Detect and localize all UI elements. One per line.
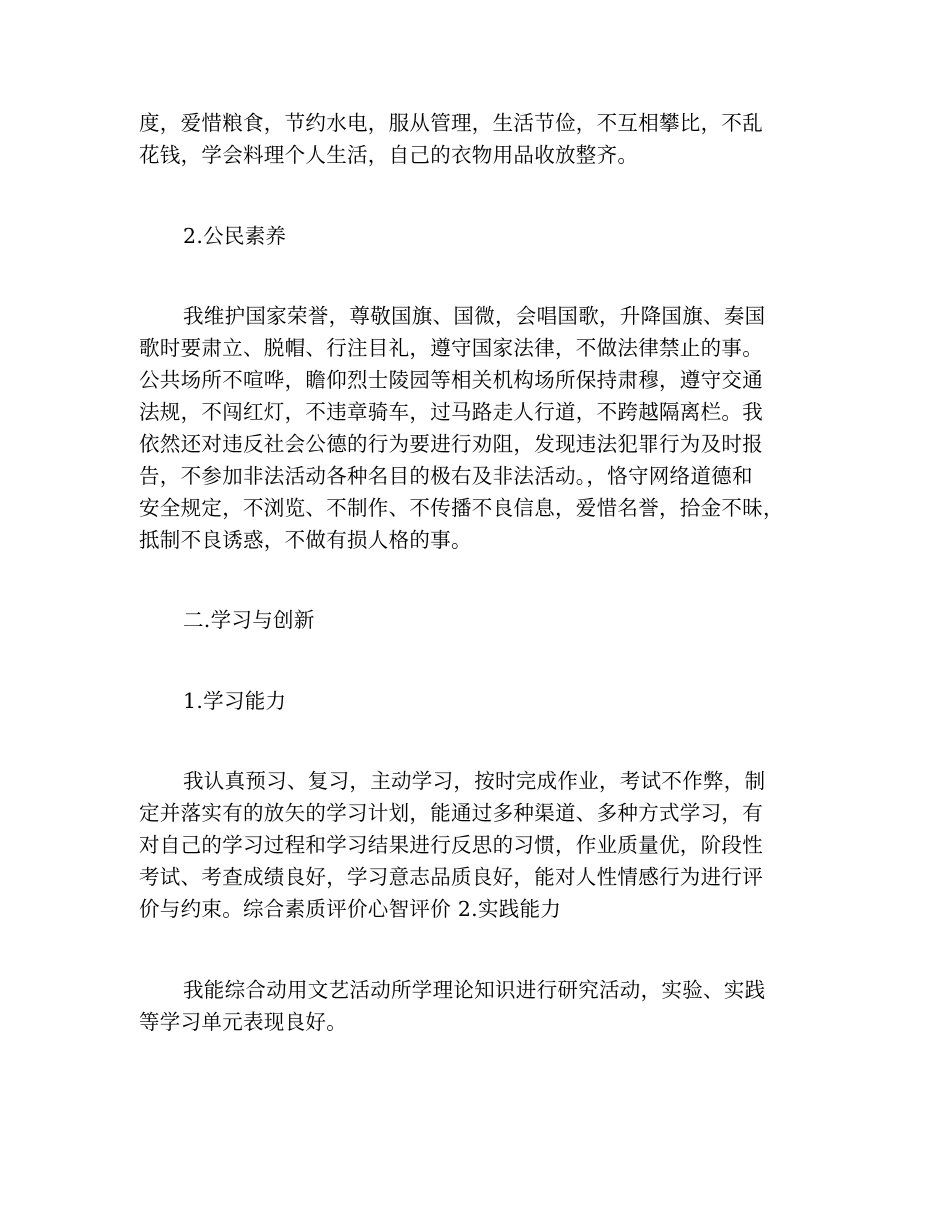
section-heading-study: 二.学习与创新 <box>183 608 315 632</box>
paragraph-line: 花钱，学会料理个人生活，自己的衣物用品收放整齐。 <box>139 143 639 167</box>
paragraph-line: 我维护国家荣誉，尊敬国旗、国微，会唱国歌，升降国旗、奏国 <box>183 304 766 328</box>
paragraph-line: 安全规定，不浏览、不制作、不传播不良信息，爱惜名誉，拾金不昧， <box>139 496 784 520</box>
paragraph-line: 等学习单元表现良好。 <box>139 1010 347 1034</box>
paragraph-line: 告，不参加非法活动各种名目的极右及非法活动。，恪守网络道德和 <box>139 464 753 488</box>
paragraph-line: 法规，不闯红灯，不违章骑车，过马路走人行道，不跨越隔离栏。我 <box>139 400 763 424</box>
paragraph-line: 价与约束。综合素质评价心智评价 2.实践能力 <box>139 897 562 921</box>
paragraph-line: 我能综合动用文艺活动所学理论知识进行研究活动，实验、实践 <box>183 978 766 1002</box>
paragraph-line: 歌时要肃立、脱帽、行注目礼，遵守国家法律，不做法律禁止的事。 <box>139 336 763 360</box>
paragraph-line: 对自己的学习过程和学习结果进行反思的习惯，作业质量优，阶段性 <box>139 833 763 857</box>
paragraph-line: 我认真预习、复习，主动学习，按时完成作业，考试不作弊，制 <box>183 769 766 793</box>
paragraph-line: 依然还对违反社会公德的行为要进行劝阻，发现违法犯罪行为及时报 <box>139 432 763 456</box>
paragraph-line: 公共场所不喧哗，瞻仰烈士陵园等相关机构场所保持肃穆，遵守交通 <box>139 368 763 392</box>
paragraph-line: 度，爱惜粮食，节约水电，服从管理，生活节俭，不互相攀比，不乱 <box>139 111 763 135</box>
paragraph-line: 抵制不良诱惑，不做有损人格的事。 <box>139 528 472 552</box>
section-heading-civic: 2.公民素养 <box>183 224 287 248</box>
paragraph-line: 定并落实有的放矢的学习计划，能通过多种渠道、多种方式学习，有 <box>139 801 763 825</box>
section-heading-ability: 1.学习能力 <box>183 689 287 713</box>
paragraph-line: 考试、考查成绩良好，学习意志品质良好，能对人性情感行为进行评 <box>139 865 763 889</box>
